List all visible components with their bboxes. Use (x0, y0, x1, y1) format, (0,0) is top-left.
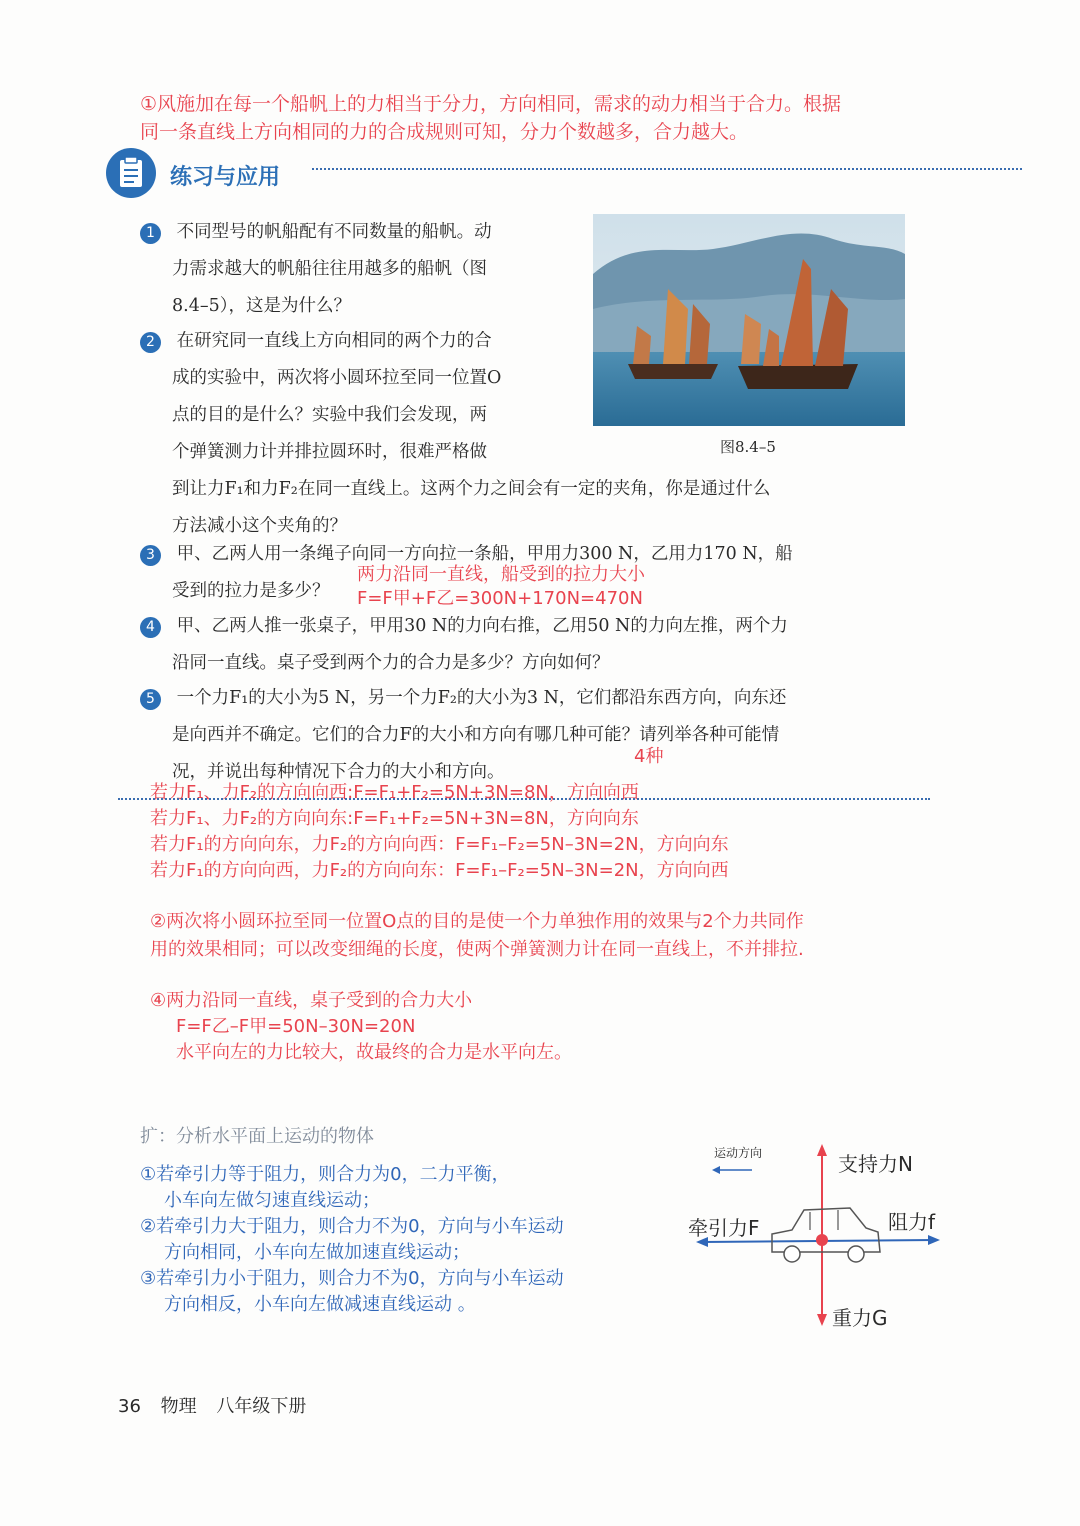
sailboats-photo (593, 214, 905, 426)
answer-5-count: 4种 (634, 746, 664, 767)
extension-title: 扩：分析水平面上运动的物体 (140, 1126, 374, 1147)
top-note-line: ①风施加在每一个船帆上的力相当于分力，方向相同，需求的动力相当于合力。根据 (140, 93, 842, 115)
clipboard-icon (106, 148, 156, 198)
question-number: 2 (140, 332, 161, 353)
question-4: 4 甲、乙两人推一张桌子，甲用30 N的力向右推，乙用50 N的力向左推，两个力 沿同一直线。桌子受到两个力的合力是多少？方向如何？ (140, 608, 788, 682)
question-number: 5 (140, 689, 161, 710)
figure-caption: 图8.4–5 (720, 438, 776, 456)
grade: 八年级下册 (216, 1396, 307, 1417)
support-force-label: 支持力N (838, 1152, 913, 1176)
force-diagram (680, 1130, 960, 1340)
question-1: 1 不同型号的帆船配有不同数量的船帆。动 力需求越大的帆船往往用越多的船帆（图 8.4–5），这是为什么？ (140, 214, 492, 325)
answer-2: ②两次将小圆环拉至同一位置O点的目的是使一个力单独作用的效果与2个力共同作 用的效果相同；可以改变细绳的长度，使两个弹簧测力计在同一直线上，不并排拉. (150, 911, 804, 960)
page-footer (118, 1392, 306, 1418)
section-title: 练习与应用 (170, 165, 281, 190)
friction-force-label: 阻力f (888, 1210, 936, 1234)
answer-4: ④两力沿同一直线，桌子受到的合力大小 F=F乙–F甲=50N–30N=20N 水平向左的力比较大，故最终的合力是水平向左。 (150, 990, 572, 1063)
question-number: 4 (140, 617, 161, 638)
question-number: 3 (140, 545, 161, 566)
dotted-divider (118, 798, 930, 800)
question-2: 2 在研究同一直线上方向相同的两个力的合 成的实验中，两次将小圆环拉至同一位置O 点的目的是什么？实验中我们会发现，两 个弹簧测力计并排拉圆环时，很难严格做 到让力F₁和力F₂在同一直线上。这两个力之间会有一定的夹角，你是通过什么 方法减小这个夹角的？ (140, 323, 770, 545)
question-3: 3 甲、乙两人用一条绳子向同一方向拉一条船，甲用力300 N，乙用力170 N，船 受到的拉力是多少？ (140, 536, 793, 610)
answer-5: 若力F₁、力F₂的方向向西:F=F₁+F₂=5N+3N=8N，方向向西 若力F₁、力F₂的方向向东:F=F₁+F₂=5N+3N=8N，方向向东 若力F₁的方向向东，力F₂的方向向西：F=F₁–F₂=5N–3N=2N，方向向东 若力F₁的方向向西，力F₂的方向向东：F=F₁–F₂=5N–3N=2N，方向向西 (150, 782, 729, 881)
dotted-divider (312, 168, 1022, 170)
subject: 物理 (160, 1396, 197, 1417)
page-number: 36 (118, 1396, 141, 1417)
question-5: 5 一个力F₁的大小为5 N，另一个力F₂的大小为3 N，它们都沿东西方向，向东还 是向西并不确定。它们的合力F的大小和方向有哪几种可能？请列举各种可能情 况，并说出每种情况下合力的大小和方向。 (140, 680, 786, 791)
extension-notes: ①若牵引力等于阻力，则合力为0，二力平衡， 小车向左做匀速直线运动； ②若牵引力大于阻力，则合力不为0，方向与小车运动 方向相同，小车向左做加速直线运动； ③若牵引力小于阻力，则合力不为0，方向与小车运动 方向相反，小车向左做减速直线运动 。 (140, 1164, 564, 1315)
top-note-line: 同一条直线上方向相同的力的合成规则可知，分力个数越多，合力越大。 (140, 121, 749, 143)
answer-3: 两力沿同一直线，船受到的拉力大小 F=F甲+F乙=300N+170N=470N (357, 564, 645, 609)
gravity-force-label: 重力G (832, 1306, 888, 1330)
traction-force-label: 牵引力F (688, 1216, 760, 1240)
top-note (140, 90, 841, 146)
question-number: 1 (140, 223, 161, 244)
motion-direction-label: 运动方向 (714, 1146, 763, 1160)
